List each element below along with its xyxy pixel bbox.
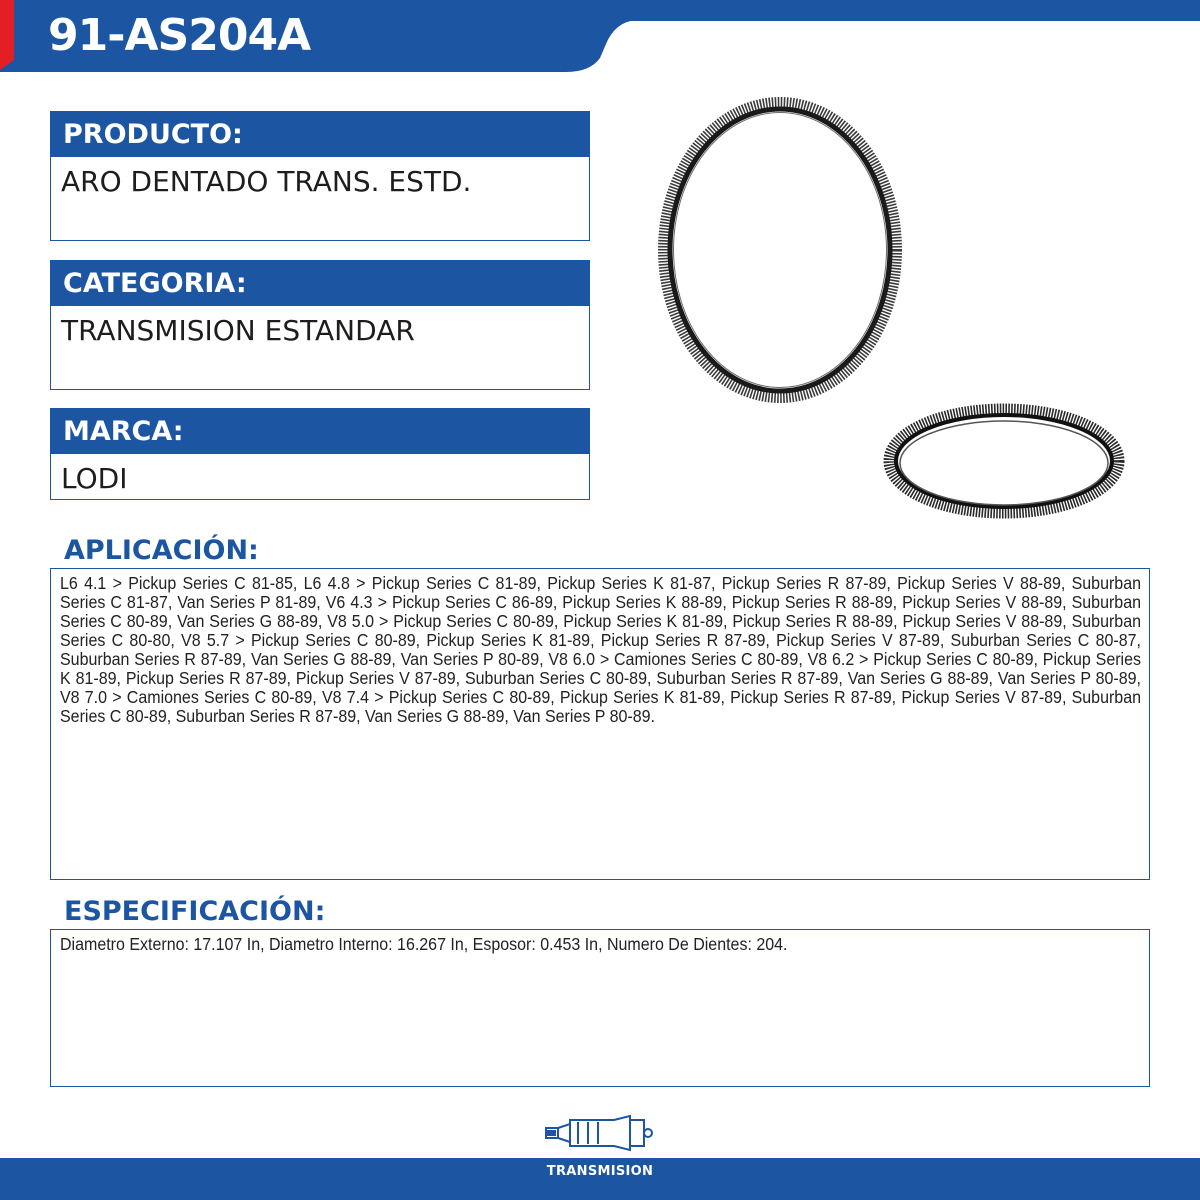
marca-field: [50, 408, 590, 500]
marca-label: MARCA:: [50, 408, 590, 454]
aplicacion-title: APLICACIÓN:: [64, 535, 259, 566]
producto-label: PRODUCTO:: [50, 111, 590, 157]
ring-gear-front-image: [655, 95, 905, 405]
aplicacion-text: L6 4.1 > Pickup Series C 81-85, L6 4.8 > Pickup Series C 81-89, Pickup Series K 81-87, Pickup Series R 87-89, Pickup Series V 88-89, Suburban Series C 81-87, Van Series P 81-89, V6 4.3 > Pickup Series C 86-89, Pickup Series K 88-89, Pickup Series R 88-89, Pickup Series V 88-89, Suburban Series C 80-89, Van Series G 88-89, V8 5.0 > Pickup Series C 80-89, Pickup Series K 81-89, Pickup Series R 88-89, Pickup Series V 88-89, Suburban Series C 80-80, V8 5.7 > Pickup Series C 80-89, Pickup Series K 81-89, Pickup Series R 87-89, Pickup Series V 87-89, Suburban Series C 80-87, Suburban Series R 87-89, Van Series G 88-89, Van Series P 80-89, V8 6.0 > Camiones Series C 80-89, V8 6.2 > Pickup Series C 80-89, Pickup Series K 81-89, Pickup Series R 87-89, Pickup Series V 87-89, Suburban Series C 80-89, Suburban Series R 87-89, Van Series G 88-89, Van Series P 80-89, V8 7.0 > Camiones Series C 80-89, V8 7.4 > Pickup Series C 80-89, Pickup Series K 81-89, Pickup Series R 87-89, Pickup Series V 87-89, Suburban Series C 80-89, Suburban Series R 87-89, Van Series G 88-89, Van Series P 80-89.: [60, 573, 1141, 726]
categoria-field: [50, 260, 590, 390]
footer-category-label: TRANSMISION: [546, 1164, 654, 1179]
producto-value: ARO DENTADO TRANS. ESTD.: [50, 157, 590, 241]
transmission-icon: [544, 1112, 656, 1156]
aplicacion-box: [50, 568, 1150, 880]
especificacion-title: ESPECIFICACIÓN:: [64, 896, 326, 927]
especificacion-box: [50, 929, 1150, 1087]
producto-field: [50, 111, 590, 241]
marca-value: LODI: [50, 454, 590, 500]
part-number-title: 91-AS204A: [48, 10, 311, 61]
categoria-value: TRANSMISION ESTANDAR: [50, 306, 590, 390]
categoria-label: CATEGORIA:: [50, 260, 590, 306]
especificacion-text: Diametro Externo: 17.107 In, Diametro Interno: 16.267 In, Esposor: 0.453 In, Numero De Dientes: 204.: [60, 934, 788, 954]
ring-gear-angled-image: [882, 402, 1126, 520]
